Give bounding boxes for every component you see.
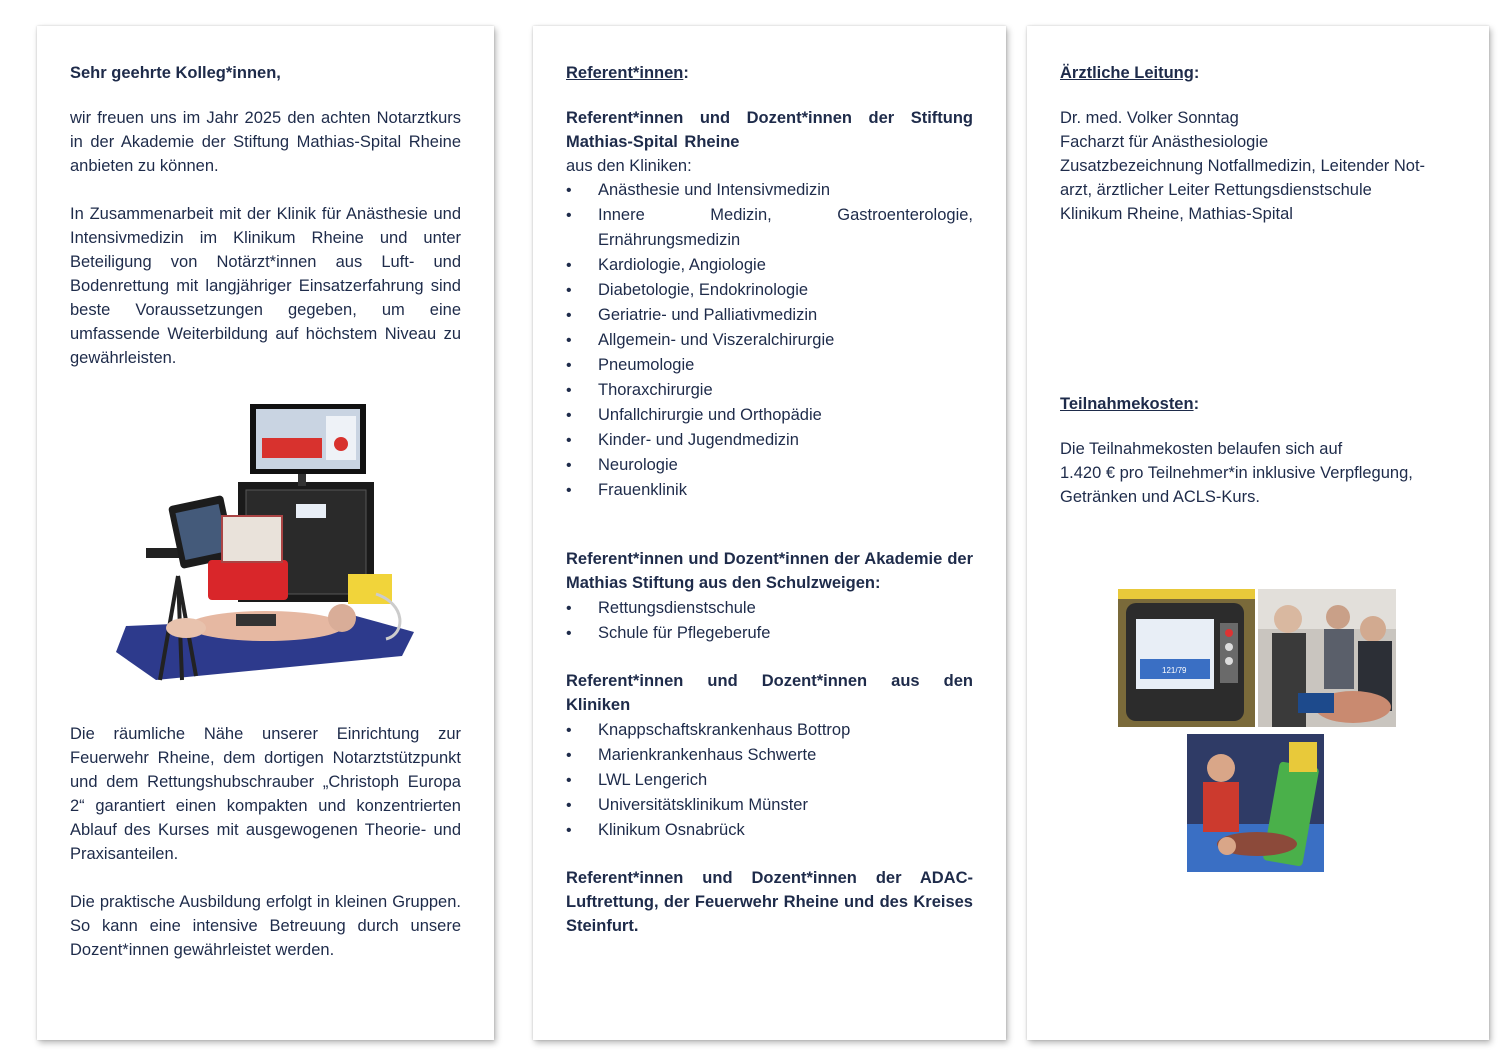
external-clinic-item: • Marienkrankenhaus Schwerte <box>566 743 973 768</box>
external-clinic-item: • Knappschaftskrankenhaus Bottrop <box>566 718 973 743</box>
training-paragraph: Die praktische Ausbildung erfolgt in kleinen Gruppen. So kann eine intensive Betreuung durch unsere Dozent*innen gewährleistet werden. <box>70 893 461 959</box>
costs-heading-colon: : <box>1193 395 1200 413</box>
group1-subtitle: aus den Kliniken: <box>566 157 692 175</box>
medical-lead-line: Facharzt für Anästhesiologie <box>1060 133 1269 151</box>
clinic-item: • Kardiologie, Angiologie <box>566 253 973 278</box>
collaboration-paragraph: In Zusammenarbeit mit der Klinik für Anästhesie und Intensivmedizin im Klinikum Rheine und unter Beteiligung von Notärzt*innen aus Luft- und Bodenrettung mit langjähriger Einsatzerfahrung sind beste Voraussetzungen gegeben, um eine umfassende Weiterbildung auf höchstem Niveau zu gewährleisten. <box>70 205 461 367</box>
group1-title: Referent*innen und Dozent*innen der Stiftung Mathias-Spital Rheine <box>566 109 973 151</box>
external-clinic-item: • LWL Lengerich <box>566 768 973 793</box>
panel-welcome <box>37 26 494 1040</box>
medical-lead-details <box>1060 106 1456 226</box>
clinic-item: • Thoraxchirurgie <box>566 378 973 403</box>
costs-line: Getränken und ACLS-Kurs. <box>1060 488 1260 506</box>
medical-lead-line: arzt, ärztlicher Leiter Rettungsdienstschule <box>1060 181 1372 199</box>
group2-title: Referent*innen und Dozent*innen der Akademie der Mathias Stiftung aus den Schulzweigen: <box>566 550 973 592</box>
clinic-item: • Innere Medizin, Gastroenterologie, Ernährungsmedizin <box>566 203 973 253</box>
clinic-item: • Diabetologie, Endokrinologie <box>566 278 973 303</box>
group2-list <box>566 596 973 646</box>
monitor-reading: 121/79 <box>1162 666 1187 675</box>
speakers-heading-text: Referent*innen <box>566 64 684 82</box>
group3-title: Referent*innen und Dozent*innen aus den Kliniken <box>566 672 973 714</box>
medical-lead-line: Dr. med. Volker Sonntag <box>1060 109 1239 127</box>
medical-lead-heading-text: Ärztliche Leitung <box>1060 64 1194 82</box>
group3-list <box>566 718 973 843</box>
speakers-heading-colon: : <box>683 64 689 82</box>
medical-lead-line: Klinikum Rheine, Mathias-Spital <box>1060 205 1293 223</box>
group4-title: Referent*innen und Dozent*innen der ADAC-Luftrettung, der Feuerwehr Rheine und des Kreises Steinfurt. <box>566 869 973 935</box>
costs-heading-text: Teilnahmekosten <box>1060 395 1194 413</box>
clinic-item: • Frauenklinik <box>566 478 973 503</box>
school-item: • Rettungsdienstschule <box>566 596 973 621</box>
clinic-item: • Geriatrie- und Palliativmedizin <box>566 303 973 328</box>
intro-paragraph: wir freuen uns im Jahr 2025 den achten Notarztkurs in der Akademie der Stiftung Mathias-Spital Rheine anbieten zu können. <box>70 109 461 175</box>
clinic-item: • Neurologie <box>566 453 973 478</box>
panel-lead-costs <box>1027 26 1489 1040</box>
speakers-heading <box>566 61 973 85</box>
clinic-item: • Anästhesie und Intensivmedizin <box>566 178 973 203</box>
costs-details <box>1060 437 1460 509</box>
clinic-item: • Pneumologie <box>566 353 973 378</box>
trainees-photo <box>1258 589 1396 727</box>
simulation-equipment-image <box>116 404 414 686</box>
costs-heading <box>1060 392 1199 416</box>
panel-speakers <box>533 26 1006 1040</box>
group1-list <box>566 178 973 503</box>
clinic-item: • Allgemein- und Viszeralchirurgie <box>566 328 973 353</box>
medical-lead-line: Zusatzbezeichnung Notfallmedizin, Leitender Not- <box>1060 157 1426 175</box>
monitor-photo <box>1118 589 1255 727</box>
external-clinic-item: • Klinikum Osnabrück <box>566 818 973 843</box>
patient-simulation-photo <box>1187 734 1324 872</box>
clinic-item: • Unfallchirurgie und Orthopädie <box>566 403 973 428</box>
costs-line: Die Teilnahmekosten belaufen sich auf <box>1060 440 1343 458</box>
medical-lead-heading-colon: : <box>1193 64 1200 82</box>
location-paragraph: Die räumliche Nähe unserer Einrichtung zur Feuerwehr Rheine, dem dortigen Notarztstützpunkt und dem Rettungshubschrauber „Christoph Europa 2“ garantiert einen kompakten und konzentrierten Ablauf des Kurses mit ausgewogenen Theorie- und Praxisanteilen. <box>70 725 461 863</box>
greeting-heading: Sehr geehrte Kolleg*innen, <box>70 64 281 82</box>
costs-line: 1.420 € pro Teilnehmer*in inklusive Verpflegung, <box>1060 464 1413 482</box>
school-item: • Schule für Pflegeberufe <box>566 621 973 646</box>
medical-lead-heading <box>1060 61 1456 85</box>
clinic-item: • Kinder- und Jugendmedizin <box>566 428 973 453</box>
external-clinic-item: • Universitätsklinikum Münster <box>566 793 973 818</box>
